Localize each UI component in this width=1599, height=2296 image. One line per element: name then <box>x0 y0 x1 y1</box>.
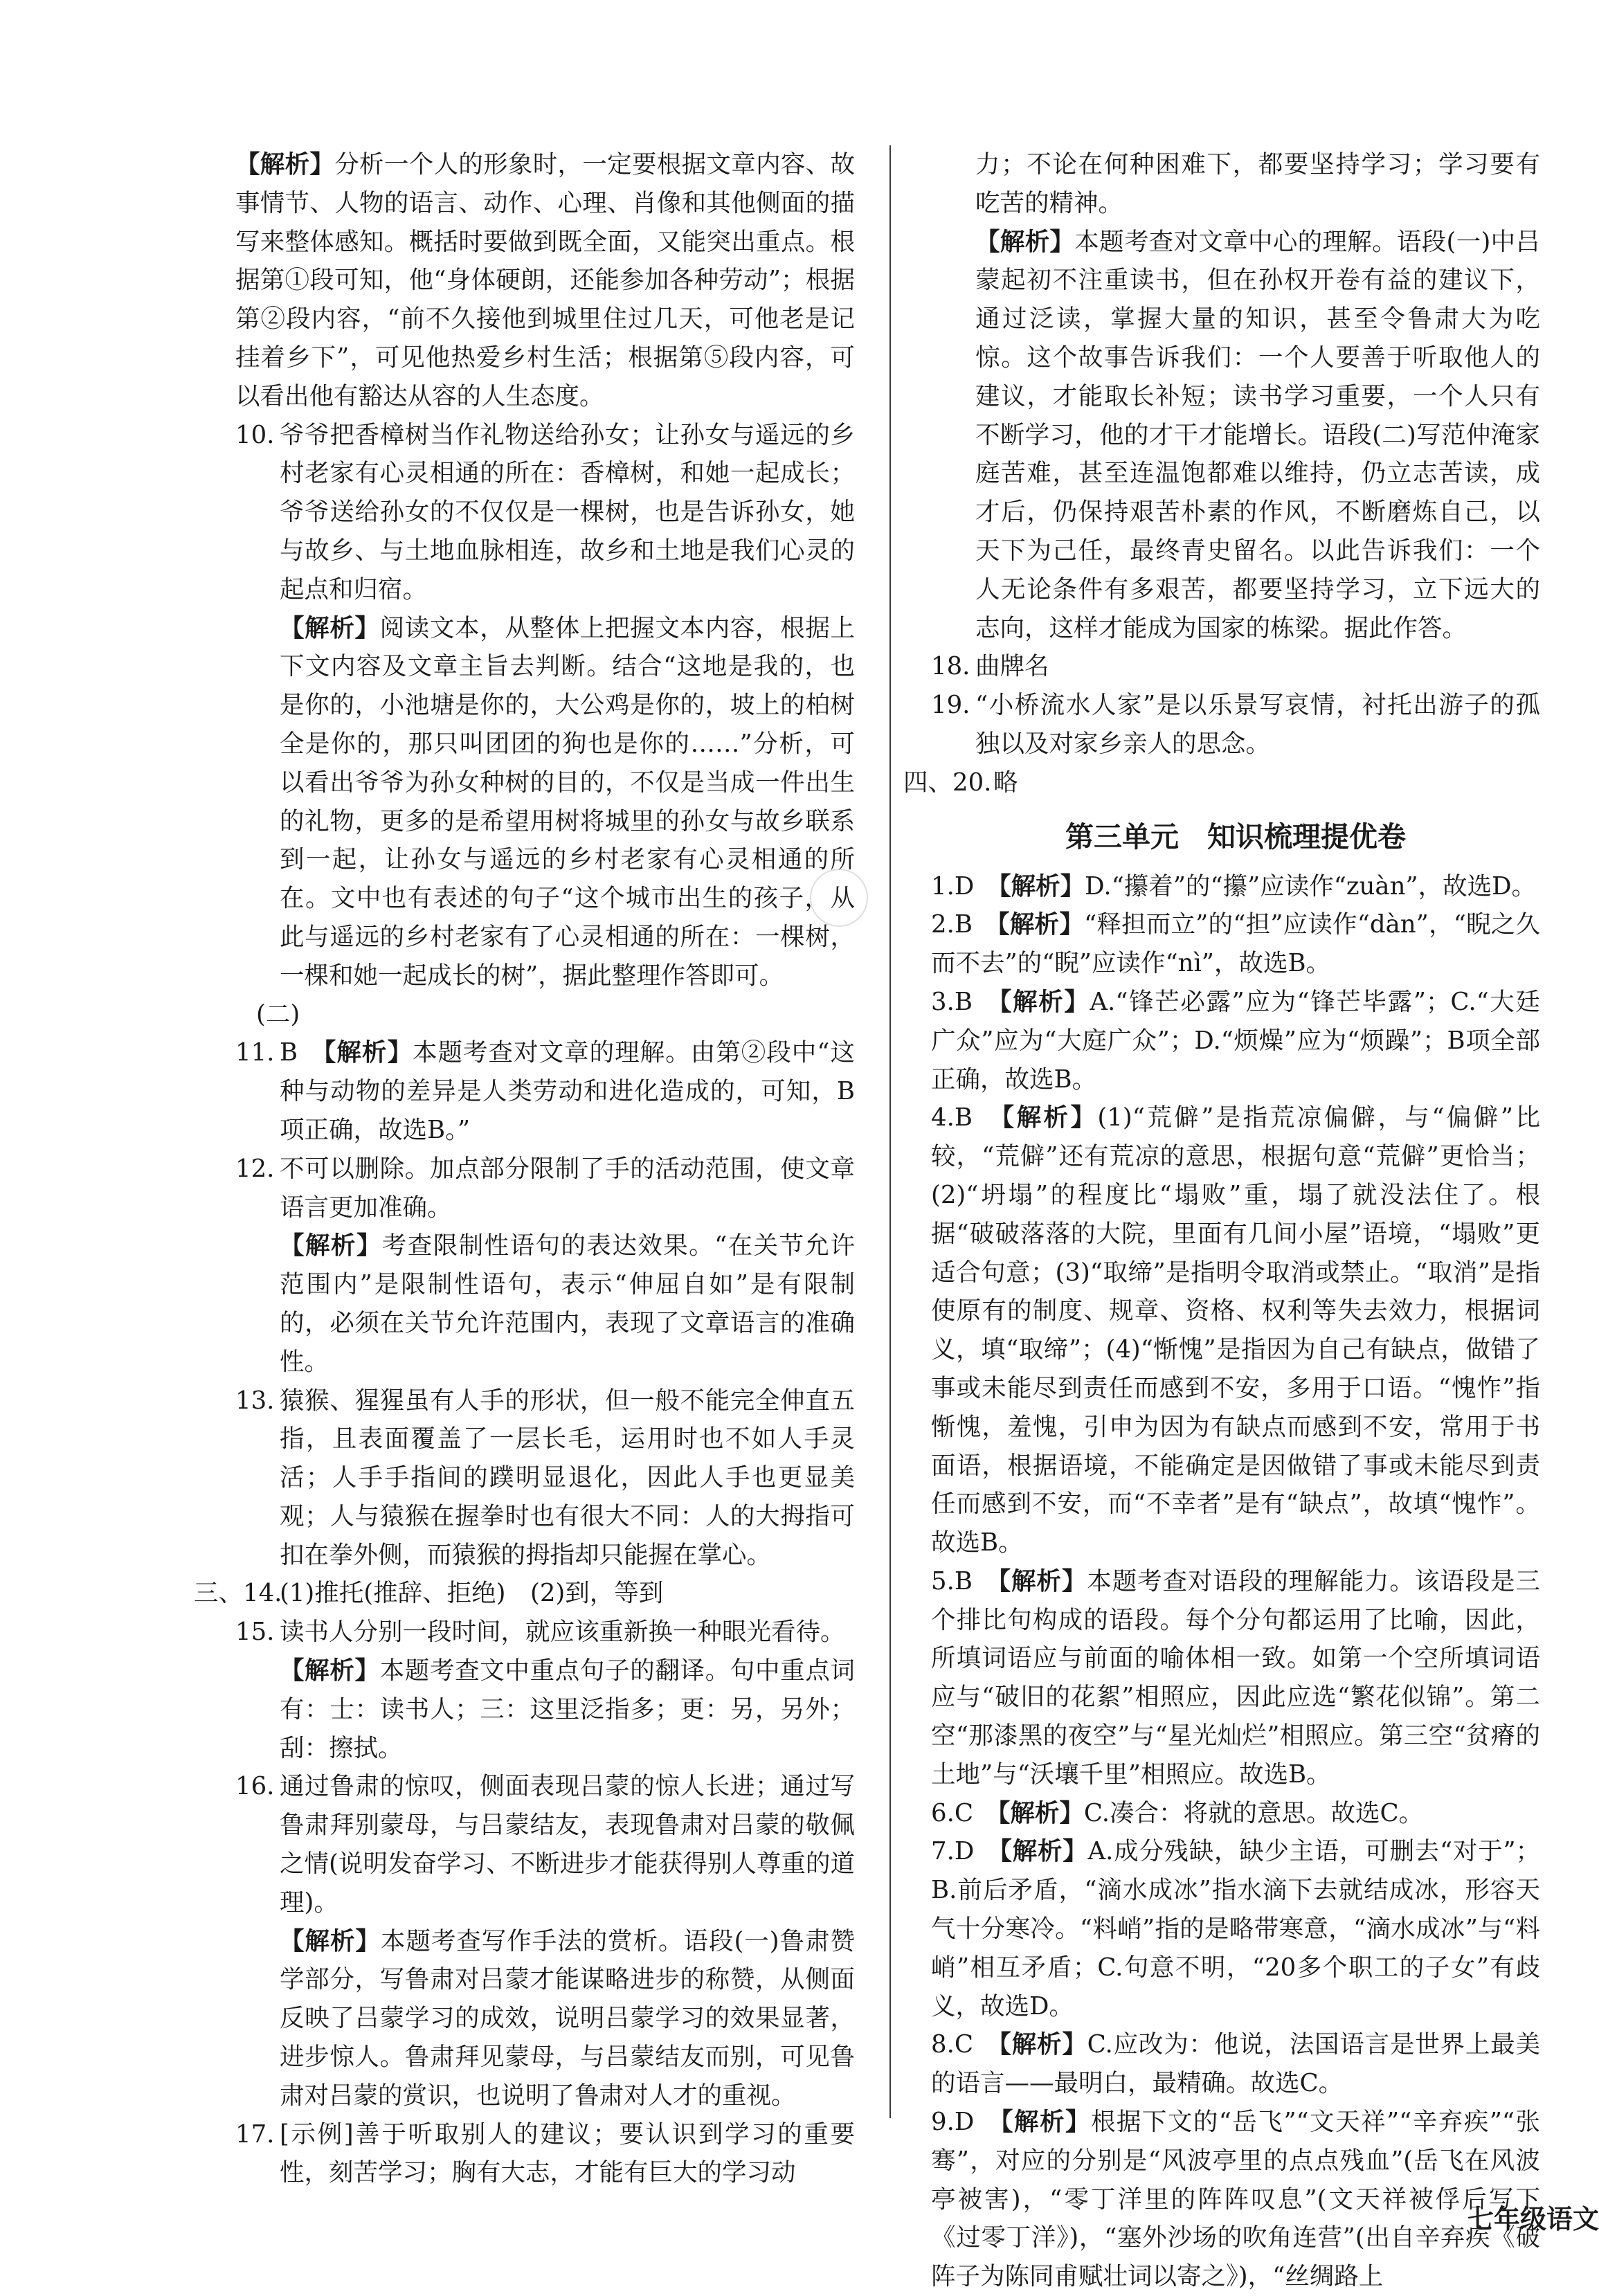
part-two-label: (二) <box>256 1000 300 1029</box>
analysis-p1: 【解析】分析一个人的形象时，一定要根据文章内容、故事情节、人物的语言、动作、心理、肖像和其他侧面的描写来整体感知。概括时要做到既全面，又能突出重点。根据第①段可知，他“身体硬朗，还能参加各种劳动”；根据第②段内容，“前不久接他到城里住过几天，可他老是记挂着乡下”，可见他热爱乡村生活；根据第⑤段内容，可以看出他有豁达从容的人生态度。 <box>235 150 855 410</box>
unit-answer-4: 4.B 【解析】(1)“荒僻”是指荒凉偏僻，与“偏僻”比较，“荒僻”还有荒凉的意思，根据句意“荒僻”更恰当；(2)“坍塌”的程度比“塌败”重，塌了就没法住了。根据“破破落落的大院，里面有几间小屋”语境，“塌败”更适合句意；(3)“取缔”是指明令取消或禁止。“取消”是指使原有的制度、规章、资格、权利等失去效力，根据词义，填“取缔”；(4)“惭愧”是指因为自己有缺点，做错了事或未能尽到责任而感到不安，多用于口语。“愧怍”指惭愧，羞愧，引申为因为有缺点而感到不安，常用于书面语，根据语境，不能确定是因做错了事或未能尽到责任而感到不安，而“不幸者”是有“缺点”，故填“愧怍”。故选B。 <box>931 1103 1540 1557</box>
analysis-17: 【解析】本题考查对文章中心的理解。语段(一)中吕蒙起初不注重读书，但在孙权开卷有益的建议下，通过泛读，掌握大量的知识，甚至令鲁肃大为吃惊。这个故事告诉我们：一个人要善于听取他人的建议，才能取长补短；读书学习重要，一个人只有不断学习，他的才干才能增长。语段(二)写范仲淹家庭苦难，甚至连温饱都难以维持，仍立志苦读，成才后，仍保持艰苦朴素的作风，不断磨炼自己，以天下为己任，最终青史留名。以此告诉我们：一个人无论条件有多艰苦，都要坚持学习，立下远大的志向，这样才能成为国家的栋梁。据此作答。 <box>975 227 1540 642</box>
answer-17-continued: 力；不论在何种困难下，都要坚持学习；学习要有吃苦的精神。 <box>975 150 1540 217</box>
analysis-15: 【解析】本题考查文中重点句子的翻译。句中重点词有：士：读书人；三：这里泛指多；更：另，另外；刮：擦拭。 <box>280 1656 855 1762</box>
unit-answer-5: 5.B 【解析】本题考查对语段的理解能力。该语段是三个排比句构成的语段。每个分句都运用了比喻，因此，所填词语应与前面的喻体相一致。如第一个空所填词语应与“破旧的花絮”相照应，因此应选“繁花似锦”。第二空“那漆黑的夜空”与“星光灿烂”相照应。第三空“贫瘠的土地”与“沃壤千里”相照应。故选B。 <box>931 1566 1540 1789</box>
unit-answer-1: 1.D 【解析】D.“攥着”的“攥”应读作“zuàn”，故选D。 <box>931 871 1537 901</box>
right-column <box>903 145 1540 2296</box>
analysis-10: 【解析】阅读文本，从整体上把握文本内容，根据上下文内容及文章主旨去判断。结合“这地是我的，也是你的，小池塘是你的，大公鸡是你的，坡上的柏树全是你的，那只叫团团的狗也是你的……”分析，可以看出爷爷为孙女种树的目的，不仅是当成一件出生的礼物，更多的是希望用树将城里的孙女与故乡联系到一起，让孙女与遥远的乡村老家有心灵相通的所在。文中也有表述的句子“这个城市出生的孩子，从此与遥远的乡村老家有了心灵相通的所在：一棵树，一棵和她一起成长的树”，据此整理作答即可。 <box>280 613 855 990</box>
answer-12: 12. 不可以删除。加点部分限制了手的活动范围，使文章语言更加准确。 <box>235 1154 855 1222</box>
left-column <box>194 145 855 2192</box>
answer-11: 11. B 【解析】本题考查对文章的理解。由第②段中“这种与动物的差异是人类劳动和进化造成的，可知，B项正确，故选B。” <box>235 1038 855 1144</box>
answer-14: 三、14. (1)推托(推辞、拒绝) (2)到，等到 <box>194 1579 664 1608</box>
analysis-12: 【解析】考查限制性语句的表达效果。“在关节允许范围内”是限制性语句，表示“伸屈自如”是有限制的，必须在关节允许范围内，表现了文章语言的准确性。 <box>280 1231 855 1376</box>
unit-title: 第三单元 知识梳理提优卷 <box>1065 820 1406 853</box>
answer-19: 19. “小桥流水人家”是以乐景写哀情，衬托出游子的孤独以及对家乡亲人的思念。 <box>931 691 1540 758</box>
answer-17: 17. [示例]善于听取别人的建议；要认识到学习的重要性，刻苦学习；胸有大志，才能有巨大的学习动 <box>235 2119 855 2187</box>
unit-answer-7: 7.D 【解析】A.成分残缺，缺少主语，可删去“对于”；B.前后矛盾，“滴水成冰”指水滴下去就结成冰，形容天气十分寒冷。“料峭”指的是略带寒意，“滴水成冰”与“料峭”相互矛盾；C.句意不明，“20多个职工的子女”有歧义，故选D。 <box>931 1837 1540 2021</box>
answer-10: 10. 爷爷把香樟树当作礼物送给孙女；让孙女与遥远的乡村老家有心灵相通的所在：香樟树，和她一起成长；爷爷送给孙女的不仅仅是一棵树，也是告诉孙女，她与故乡、与土地血脉相连，故乡和土地是我们心灵的起点和归宿。 <box>235 420 855 604</box>
answer-18: 18. 曲牌名 <box>931 652 1049 681</box>
column-divider <box>889 145 891 2118</box>
page-footer-label: 七年级语文 <box>1467 2204 1599 2234</box>
unit-answer-6: 6.C 【解析】C.凑合：将就的意思。故选C。 <box>931 1798 1424 1827</box>
unit-answer-2: 2.B 【解析】“释担而立”的“担”应读作“dàn”，“睨之久而不去”的“睨”应读作“nì”，故选B。 <box>931 910 1540 978</box>
unit-answer-8: 8.C 【解析】C.应改为：他说，法国语言是世界上最美的语言——最明白，最精确。故选C。 <box>931 2030 1540 2098</box>
analysis-16: 【解析】本题考查写作手法的赏析。语段(一)鲁肃赞学部分，写鲁肃对吕蒙才能谋略进步的称赞，从侧面反映了吕蒙学习的成效，说明吕蒙学习的效果显著，进步惊人。鲁肃拜见蒙母，与吕蒙结友而别，可见鲁肃对吕蒙的赏识，也说明了鲁肃对人才的重视。 <box>280 1926 855 2110</box>
answer-20: 四、20. 略 <box>903 768 1018 797</box>
unit-answer-9: 9.D 【解析】根据下文的“岳飞”“文天祥”“辛弃疾”“张骞”，对应的分别是“风波亭里的点点残血”(岳飞在风波亭被害)，“零丁洋里的阵阵叹息”(文天祥被俘后写下《过零丁洋》)，“塞外沙场的吹角连营”(出自辛弃疾《破阵子为陈同甫赋壮词以寄之》)，“丝绸路上 <box>931 2108 1540 2291</box>
answer-16: 16. 通过鲁肃的惊叹，侧面表现吕蒙的惊人长进；通过写鲁肃拜别蒙母，与吕蒙结友，表现鲁肃对吕蒙的敬佩之情(说明发奋学习、不断进步才能获得别人尊重的道理)。 <box>235 1772 855 1917</box>
answer-15: 15. 读书人分别一段时间，就应该重新换一种眼光看待。 <box>235 1618 845 1647</box>
unit-answer-3: 3.B 【解析】A.“锋芒必露”应为“锋芒毕露”；C.“大廷广众”应为“大庭广众”；D.“烦燥”应为“烦躁”；B项全部正确，故选B。 <box>931 987 1540 1094</box>
answer-13: 13. 猿猴、猩猩虽有人手的形状，但一般不能完全伸直五指，且表面覆盖了一层长毛，运用时也不如人手灵活；人手手指间的蹼明显退化，因此人手也更显美观；人与猿猴在握拳时也有很大不同：人的大拇指可扣在拳外侧，而猿猴的拇指却只能握在掌心。 <box>235 1386 855 1569</box>
